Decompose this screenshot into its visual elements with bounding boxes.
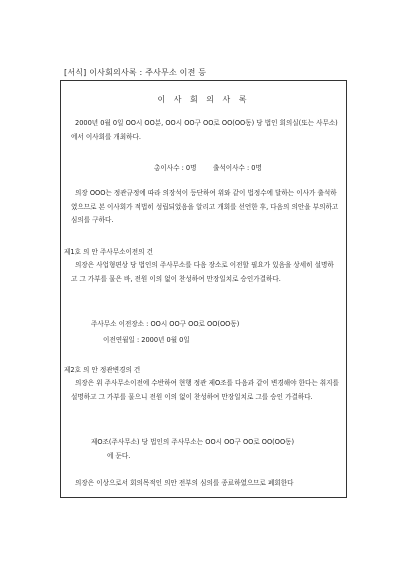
intro-paragraph: 2000년 0월 0일 OO시 OO분, OO시 OO구 OO로 OO(OO동) 당 법인 회의실(또는 사무소)에서 이사회를 개최하다. — [71, 119, 338, 141]
item2-clause-line2: 에 둔다. — [107, 452, 131, 460]
opening-paragraph: 의장 OOO는 정관규정에 따라 의장석이 등단하여 위와 같이 법정수에 달하는 이사가 출석하였으므로 본 이사회가 적법히 성립되었음을 알리고 개회를 선언한 후, 다음의 의안을 부의하고 심의를 구하다. — [71, 189, 339, 224]
document-frame — [60, 80, 347, 498]
form-caption: [서식] 이사회의사록 : 주사무소 이전 등 — [64, 68, 207, 77]
item1-body: 의장은 사업형편상 당 법인의 주사무소를 다음 장소로 이전할 필요가 있음을 상세히 설명하고 그 가부를 물은 바, 전원 이의 없이 찬성하여 만장일치로 승인가결하다. — [71, 261, 334, 283]
item1-location: 주사무소 이전장소 : OO시 OO구 OO로 OO(OO동) — [91, 320, 240, 328]
item2-heading: 제2호 의 안 정관변경의 건 — [64, 366, 141, 374]
total-directors: 총이사수 : 0명 — [154, 164, 197, 172]
closing-paragraph: 의장은 이상으로서 회의목적인 의안 전부의 심의를 종료하였으므로 폐회한다 — [75, 479, 294, 487]
present-directors: 출석이사수 : 0명 — [213, 164, 262, 172]
item1-date: 이전연월일 : 2000년 0월 0일 — [103, 336, 190, 344]
document-title: 이 사 회 의 사 록 — [157, 95, 250, 104]
item2-clause-line1: 제O조(주사무소) 당 법인의 주사무소는 OO시 OO구 OO로 OO(OO동) — [91, 438, 295, 446]
item2-body: 의장은 위 주사무소이전에 수반하여 현행 정관 제O조를 다음과 같이 변경해야 한다는 취지를 설명하고 그 가부를 물으니 전원 이의 없이 찬성하여 만장일치로 그를 승인 가결하다. — [71, 379, 339, 401]
item1-heading: 제1호 의 안 주사무소이전의 건 — [64, 248, 154, 256]
